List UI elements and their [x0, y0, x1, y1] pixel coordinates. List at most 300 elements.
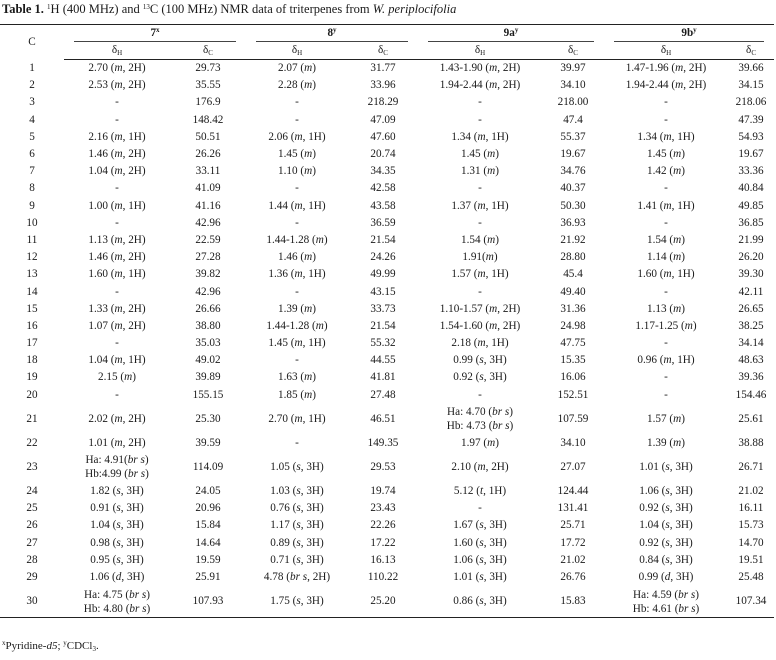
header-compound-8: 8$^y$	[246, 25, 418, 43]
delta-c-cell: 25.30	[195, 412, 221, 425]
delta-h-cell: 1.42 (m)	[647, 165, 685, 178]
delta-c-cell: 25.91	[195, 570, 221, 583]
delta-h-cell: 2.18 (m, 1H)	[451, 337, 509, 350]
delta-c-cell: 35.55	[195, 79, 221, 92]
delta-c-cell: 19.74	[370, 485, 396, 498]
delta-h-cell: 1.00 (m, 1H)	[88, 199, 146, 212]
delta-c-cell: 41.09	[195, 182, 221, 195]
delta-c-cell: 131.41	[557, 502, 589, 515]
delta-c-cell: 21.92	[560, 233, 586, 246]
delta-h-cell: 0.92 (s, 3H)	[639, 502, 693, 515]
delta-c-cell: 33.11	[195, 165, 221, 178]
delta-c-cell: 47.75	[560, 337, 586, 350]
delta-c-cell: 31.36	[560, 302, 586, 315]
table-body	[0, 60, 774, 618]
nmr-table	[0, 24, 774, 618]
delta-h-cell: 1.06 (s, 3H)	[639, 485, 693, 498]
delta-c-cell: 29.73	[195, 62, 221, 75]
delta-c-cell: 55.37	[560, 130, 586, 143]
delta-h-cell: 2.07 (m)	[278, 62, 316, 75]
delta-h-cell: 1.41 (m, 1H)	[637, 199, 695, 212]
delta-c-cell: 152.51	[557, 388, 589, 401]
delta-c-cell: 26.66	[195, 302, 221, 315]
carbon-number: 27	[26, 536, 38, 549]
delta-h-cell: -	[478, 285, 482, 298]
delta-h-cell: -	[295, 182, 299, 195]
delta-h-cell: 0.84 (s, 3H)	[639, 553, 693, 566]
delta-c-cell: 21.99	[738, 233, 764, 246]
delta-c-cell: 47.4	[563, 113, 583, 126]
delta-c-cell: 23.43	[370, 502, 396, 515]
delta-c-cell: 15.84	[195, 519, 221, 532]
delta-h-cell: 1.46 (m)	[278, 251, 316, 264]
delta-c-cell: 36.59	[370, 216, 396, 229]
delta-h-cell: 1.33 (m, 2H)	[88, 302, 146, 315]
footnote-sub: 3	[92, 645, 96, 653]
delta-c-cell: 27.48	[370, 388, 396, 401]
delta-c-cell: 25.20	[348, 586, 418, 618]
delta-c-cell: 24.26	[370, 251, 396, 264]
delta-h-cell: 1.17-1.25 (m)	[635, 319, 697, 332]
table-row	[0, 500, 774, 517]
delta-c-cell: 29.53	[370, 460, 396, 473]
delta-c-cell: 218.06	[735, 96, 767, 109]
delta-h-cell: 5.12 (t, 1H)	[453, 485, 507, 498]
delta-c-cell: 155.15	[192, 388, 224, 401]
subheader-delta-c: $\delta_C$	[542, 42, 604, 60]
footnote-text-3: CDCl	[66, 640, 93, 652]
delta-h-cell: 1.06 (s, 3H)	[453, 553, 507, 566]
delta-c-cell: 124.44	[557, 485, 589, 498]
delta-h-cell: 1.47-1.96 (m, 2H)	[625, 62, 707, 75]
delta-c-cell: 25.48	[738, 570, 764, 583]
delta-c-cell: 15.83	[542, 586, 604, 618]
delta-c-cell: 19.67	[560, 148, 586, 161]
delta-h-cell: -	[478, 388, 482, 401]
delta-c-cell: 34.76	[560, 165, 586, 178]
delta-c-cell: 148.42	[192, 113, 224, 126]
delta-h-cell: 0.86 (s, 3H)	[418, 586, 542, 618]
delta-c-cell: 33.36	[738, 165, 764, 178]
footnote-sup-y: y	[63, 639, 67, 647]
delta-c-cell: 21.02	[738, 485, 764, 498]
delta-c-cell: 54.93	[738, 130, 764, 143]
delta-c-cell: 33.73	[370, 302, 396, 315]
footnote-sup-x: x	[2, 639, 6, 647]
carbon-number: 22	[26, 436, 38, 449]
delta-c-cell: 27.07	[560, 460, 586, 473]
caption-species: W. periplocifolia	[372, 2, 457, 16]
delta-h-cell: 1.54-1.60 (m, 2H)	[439, 319, 521, 332]
delta-h-cell: 1.39 (m)	[647, 436, 685, 449]
table-row	[0, 283, 774, 300]
subheader-delta-c: $\delta_C$	[728, 42, 774, 60]
delta-c-cell: 34.10	[560, 436, 586, 449]
delta-c-cell: 50.30	[560, 199, 586, 212]
delta-h-cell: 1.85 (m)	[278, 388, 316, 401]
carbon-number: 29	[26, 570, 38, 583]
delta-h-cell: 2.16 (m, 1H)	[88, 130, 146, 143]
delta-h-cell: -	[115, 337, 119, 350]
delta-c-cell: 49.02	[195, 354, 221, 367]
delta-h-cell: 1.04 (m, 2H)	[88, 165, 146, 178]
subheader-delta-h: $\delta_H$	[418, 42, 542, 60]
delta-c-cell: 114.09	[192, 460, 224, 473]
carbon-number: 25	[26, 502, 38, 515]
delta-c-cell: 48.63	[738, 354, 764, 367]
delta-c-cell: 50.51	[195, 130, 221, 143]
table-row	[0, 552, 774, 569]
carbon-number: 2	[29, 79, 35, 92]
header-c: C	[0, 25, 64, 60]
delta-c-cell: 46.51	[370, 412, 396, 425]
delta-h-cell: 1.94-2.44 (m, 2H)	[439, 79, 521, 92]
delta-h-cell: 1.94-2.44 (m, 2H)	[625, 79, 707, 92]
delta-c-cell: 28.80	[560, 251, 586, 264]
carbon-number: 6	[29, 148, 35, 161]
delta-h-cell: 0.99 (d, 3H)	[638, 570, 694, 583]
table-row	[0, 112, 774, 129]
delta-h-cell: 1.10 (m)	[278, 165, 316, 178]
delta-h-cell: 0.98 (s, 3H)	[90, 536, 144, 549]
delta-h-cell: -	[478, 113, 482, 126]
delta-h-cell: -	[115, 216, 119, 229]
table-row	[0, 180, 774, 197]
delta-h-cell: 1.04 (s, 3H)	[90, 519, 144, 532]
delta-h-cell: 2.28 (m)	[278, 79, 316, 92]
table-row	[0, 352, 774, 369]
caption-text-2: C (100 MHz) NMR data of triterpenes from	[149, 2, 373, 16]
delta-c-cell: 22.59	[195, 233, 221, 246]
delta-c-cell: 49.40	[560, 285, 586, 298]
delta-h-cell: -	[664, 371, 668, 384]
delta-h-cell: -	[478, 182, 482, 195]
table-row	[0, 198, 774, 215]
cell-line: Ha: 4.70 (br s)	[447, 406, 513, 419]
carbon-number: 14	[26, 285, 38, 298]
delta-h-cell: 0.91 (s, 3H)	[90, 502, 144, 515]
table-row	[0, 266, 774, 283]
delta-c-cell: 42.58	[370, 182, 396, 195]
delta-c-cell: 45.4	[563, 268, 583, 281]
carbon-number: 9	[29, 199, 35, 212]
delta-h-cell: -	[478, 96, 482, 109]
delta-h-cell: -	[295, 436, 299, 449]
table-row	[0, 483, 774, 500]
caption-sup-1: 1	[47, 3, 51, 11]
table-row	[0, 535, 774, 552]
delta-h-cell: 1.01 (s, 3H)	[639, 460, 693, 473]
delta-h-cell: 0.92 (s, 3H)	[639, 536, 693, 549]
delta-h-cell: 1.10-1.57 (m, 2H)	[439, 302, 521, 315]
delta-h-cell	[64, 586, 170, 618]
delta-c-cell: 176.9	[195, 96, 221, 109]
delta-c-cell: 34.10	[560, 79, 586, 92]
delta-h-cell: -	[664, 113, 668, 126]
delta-h-cell: 1.97 (m)	[461, 436, 499, 449]
carbon-number: 21	[26, 412, 38, 425]
delta-h-cell: 1.34 (m, 1H)	[451, 130, 509, 143]
delta-c-cell: 15.35	[560, 354, 586, 367]
delta-c-cell: 15.73	[738, 519, 764, 532]
delta-c-cell: 42.96	[195, 216, 221, 229]
delta-c-cell: 16.11	[738, 502, 764, 515]
delta-h-cell: 0.99 (s, 3H)	[453, 354, 507, 367]
table-row	[0, 452, 774, 483]
delta-h-cell: 1.04 (s, 3H)	[639, 519, 693, 532]
table-caption	[2, 2, 456, 17]
table-row	[0, 129, 774, 146]
delta-h-cell: -	[478, 216, 482, 229]
delta-h-cell: 1.45 (m)	[647, 148, 685, 161]
delta-h-cell: 0.95 (s, 3H)	[90, 553, 144, 566]
delta-h-cell: 0.76 (s, 3H)	[270, 502, 324, 515]
delta-c-cell: 36.85	[738, 216, 764, 229]
delta-h-cell: 2.10 (m, 2H)	[451, 460, 509, 473]
delta-h-cell: -	[115, 388, 119, 401]
delta-c-cell: 41.16	[195, 199, 221, 212]
delta-c-cell: 55.32	[370, 337, 396, 350]
carbon-number: 8	[29, 182, 35, 195]
cell-line: Hb: 4.73 (br s)	[446, 420, 514, 433]
delta-h-cell: -	[115, 285, 119, 298]
cell-line: Ha: 4.59 (br s)	[633, 588, 699, 601]
subheader-delta-c: $\delta_C$	[348, 42, 418, 60]
carbon-number: 4	[29, 113, 35, 126]
table-row	[0, 517, 774, 534]
carbon-number: 13	[26, 268, 38, 281]
table-row	[0, 60, 774, 78]
delta-c-cell: 110.22	[367, 570, 399, 583]
delta-h-cell: 1.14 (m)	[647, 251, 685, 264]
delta-h-cell: 0.71 (s, 3H)	[270, 553, 324, 566]
delta-h-cell: 1.57 (m)	[647, 412, 685, 425]
delta-h-cell: 1.45 (m)	[461, 148, 499, 161]
delta-h-cell: -	[295, 354, 299, 367]
delta-c-cell: 218.29	[367, 96, 399, 109]
carbon-number: 28	[26, 553, 38, 566]
delta-c-cell: 26.20	[738, 251, 764, 264]
table-row	[0, 249, 774, 266]
delta-h-cell: 1.13 (m, 2H)	[88, 233, 146, 246]
delta-c-cell: 19.59	[195, 553, 221, 566]
table-row	[0, 301, 774, 318]
delta-c-cell: 22.26	[370, 519, 396, 532]
table-row	[0, 586, 774, 618]
delta-c-cell: 24.98	[560, 319, 586, 332]
delta-c-cell: 38.25	[738, 319, 764, 332]
delta-h-cell: 1.34 (m, 1H)	[637, 130, 695, 143]
delta-h-cell: -	[115, 113, 119, 126]
delta-c-cell: 19.67	[738, 148, 764, 161]
delta-h-cell: -	[478, 502, 482, 515]
footnote-text-4: .	[95, 640, 99, 652]
delta-c-cell: 43.58	[370, 199, 396, 212]
table-row	[0, 94, 774, 111]
delta-c-cell: 218.00	[557, 96, 589, 109]
carbon-number: 17	[26, 337, 38, 350]
delta-h-cell: 1.60 (m, 1H)	[88, 268, 146, 281]
delta-c-cell: 21.54	[370, 319, 396, 332]
delta-h-cell: 1.82 (s, 3H)	[90, 485, 144, 498]
delta-h-cell: 2.15 (m)	[98, 371, 136, 384]
table-row	[0, 215, 774, 232]
delta-h-cell: 1.03 (s, 3H)	[270, 485, 324, 498]
delta-h-cell: 1.63 (m)	[278, 371, 316, 384]
delta-h-cell: 1.54 (m)	[647, 233, 685, 246]
delta-c-cell: 107.93	[170, 586, 246, 618]
delta-c-cell: 33.96	[370, 79, 396, 92]
delta-h-cell: -	[664, 216, 668, 229]
delta-h-cell: 1.57 (m, 1H)	[451, 268, 509, 281]
delta-c-cell: 25.71	[560, 519, 586, 532]
delta-h-cell: 1.44 (m, 1H)	[268, 199, 326, 212]
delta-h-cell: -	[295, 96, 299, 109]
header-compound-7: 7$^x$	[64, 25, 246, 43]
delta-c-cell: 47.39	[738, 113, 764, 126]
delta-h-cell: -	[664, 182, 668, 195]
delta-c-cell: 39.89	[195, 371, 221, 384]
delta-c-cell: 16.13	[370, 553, 396, 566]
delta-h-cell: 1.17 (s, 3H)	[270, 519, 324, 532]
cell-line: Hb: 4.80 (br s)	[83, 602, 151, 615]
delta-c-cell: 26.65	[738, 302, 764, 315]
subheader-delta-h: $\delta_H$	[246, 42, 348, 60]
delta-c-cell: 34.35	[370, 165, 396, 178]
delta-c-cell: 24.05	[195, 485, 221, 498]
delta-h-cell: -	[115, 182, 119, 195]
subheader-row	[0, 42, 774, 60]
delta-h-cell: -	[295, 285, 299, 298]
delta-h-cell: 1.45 (m, 1H)	[268, 337, 326, 350]
delta-c-cell: 38.80	[195, 319, 221, 332]
delta-h-cell: 1.01 (m, 2H)	[88, 436, 146, 449]
subheader-delta-h: $\delta_H$	[604, 42, 728, 60]
carbon-number: 24	[26, 485, 38, 498]
subheader-delta-h: $\delta_H$	[64, 42, 170, 60]
delta-h-cell: -	[295, 216, 299, 229]
delta-h-cell: 1.06 (d, 3H)	[89, 570, 145, 583]
delta-c-cell: 20.74	[370, 148, 396, 161]
table-label: Table 1.	[2, 2, 44, 16]
subheader-delta-c: $\delta_C$	[170, 42, 246, 60]
delta-c-cell: 20.96	[195, 502, 221, 515]
delta-c-cell: 21.02	[560, 553, 586, 566]
carbon-number: 30	[0, 586, 64, 618]
footnote-text-italic: d5	[46, 640, 58, 652]
carbon-number: 11	[26, 233, 38, 246]
delta-c-cell: 31.77	[370, 62, 396, 75]
cell-line: Ha: 4.91(br s)	[85, 454, 149, 467]
footnote-text-2: ;	[57, 640, 64, 652]
delta-c-cell: 107.34	[728, 586, 774, 618]
delta-h-cell: 0.89 (s, 3H)	[270, 536, 324, 549]
delta-c-cell: 47.60	[370, 130, 396, 143]
footnote	[2, 640, 99, 652]
delta-h-cell: 1.67 (s, 3H)	[453, 519, 507, 532]
delta-h-cell: 0.92 (s, 3H)	[453, 371, 507, 384]
delta-h-cell: 1.60 (s, 3H)	[453, 536, 507, 549]
delta-c-cell: 39.30	[738, 268, 764, 281]
header-compound-9b: $9b^y$	[604, 25, 774, 43]
delta-h-cell: 2.70 (m, 1H)	[268, 412, 326, 425]
delta-c-cell: 49.85	[738, 199, 764, 212]
delta-c-cell: 107.59	[557, 412, 589, 425]
table-row	[0, 77, 774, 94]
delta-h-cell: 0.96 (m, 1H)	[637, 354, 695, 367]
carbon-number: 5	[29, 130, 35, 143]
delta-h-cell	[604, 586, 728, 618]
delta-h-cell: 2.53 (m, 2H)	[88, 79, 146, 92]
table-row	[0, 335, 774, 352]
delta-c-cell: 42.11	[738, 285, 764, 298]
delta-c-cell: 47.09	[370, 113, 396, 126]
carbon-number: 26	[26, 519, 38, 532]
header-compound-9a: $9a^y$	[418, 25, 604, 43]
table-row	[0, 232, 774, 249]
delta-c-cell: 149.35	[367, 436, 399, 449]
delta-h-cell: -	[664, 337, 668, 350]
delta-c-cell: 40.84	[738, 182, 764, 195]
cell-line: Ha: 4.75 (br s)	[84, 588, 150, 601]
delta-h-cell: 1.31 (m)	[461, 165, 499, 178]
delta-h-cell: -	[664, 388, 668, 401]
cell-line: Hb: 4.61 (br s)	[632, 602, 700, 615]
delta-c-cell: 42.96	[195, 285, 221, 298]
carbon-number: 3	[29, 96, 35, 109]
delta-h-cell: 1.75 (s, 3H)	[246, 586, 348, 618]
table-row	[0, 569, 774, 586]
delta-c-cell: 19.51	[738, 553, 764, 566]
delta-h-cell: 1.44-1.28 (m)	[266, 233, 328, 246]
delta-c-cell: 17.72	[560, 536, 586, 549]
delta-c-cell: 39.59	[195, 436, 221, 449]
delta-h-cell: 1.13 (m)	[647, 302, 685, 315]
delta-h-cell: 1.43-1.90 (m, 2H)	[439, 62, 521, 75]
delta-c-cell: 154.46	[735, 388, 767, 401]
delta-c-cell: 14.70	[738, 536, 764, 549]
carbon-number: 20	[26, 388, 38, 401]
carbon-number: 19	[26, 371, 38, 384]
delta-c-cell: 26.26	[195, 148, 221, 161]
delta-c-cell: 35.03	[195, 337, 221, 350]
caption-sup-2: 13	[142, 3, 150, 11]
delta-h-cell	[418, 404, 542, 435]
delta-c-cell: 25.61	[738, 412, 764, 425]
carbon-number: 7	[29, 165, 35, 178]
delta-h-cell: -	[295, 113, 299, 126]
delta-h-cell: 1.01 (s, 3H)	[453, 570, 507, 583]
delta-c-cell: 40.37	[560, 182, 586, 195]
delta-c-cell: 27.28	[195, 251, 221, 264]
carbon-number: 18	[26, 354, 38, 367]
caption-text-1: H (400 MHz) and	[50, 2, 143, 16]
delta-c-cell: 14.64	[195, 536, 221, 549]
delta-c-cell: 34.15	[738, 79, 764, 92]
delta-h-cell: 1.07 (m, 2H)	[88, 319, 146, 332]
delta-c-cell: 38.88	[738, 436, 764, 449]
table-row	[0, 435, 774, 452]
delta-h-cell: 2.06 (m, 1H)	[268, 130, 326, 143]
delta-h-cell: 1.91(m)	[462, 251, 498, 264]
delta-h-cell	[64, 452, 170, 483]
delta-c-cell: 39.97	[560, 62, 586, 75]
carbon-number: 10	[26, 216, 38, 229]
delta-h-cell: 1.46 (m, 2H)	[88, 148, 146, 161]
delta-h-cell: 1.37 (m, 1H)	[451, 199, 509, 212]
delta-c-cell: 17.22	[370, 536, 396, 549]
cell-line: Hb:4.99 (br s)	[85, 468, 149, 481]
